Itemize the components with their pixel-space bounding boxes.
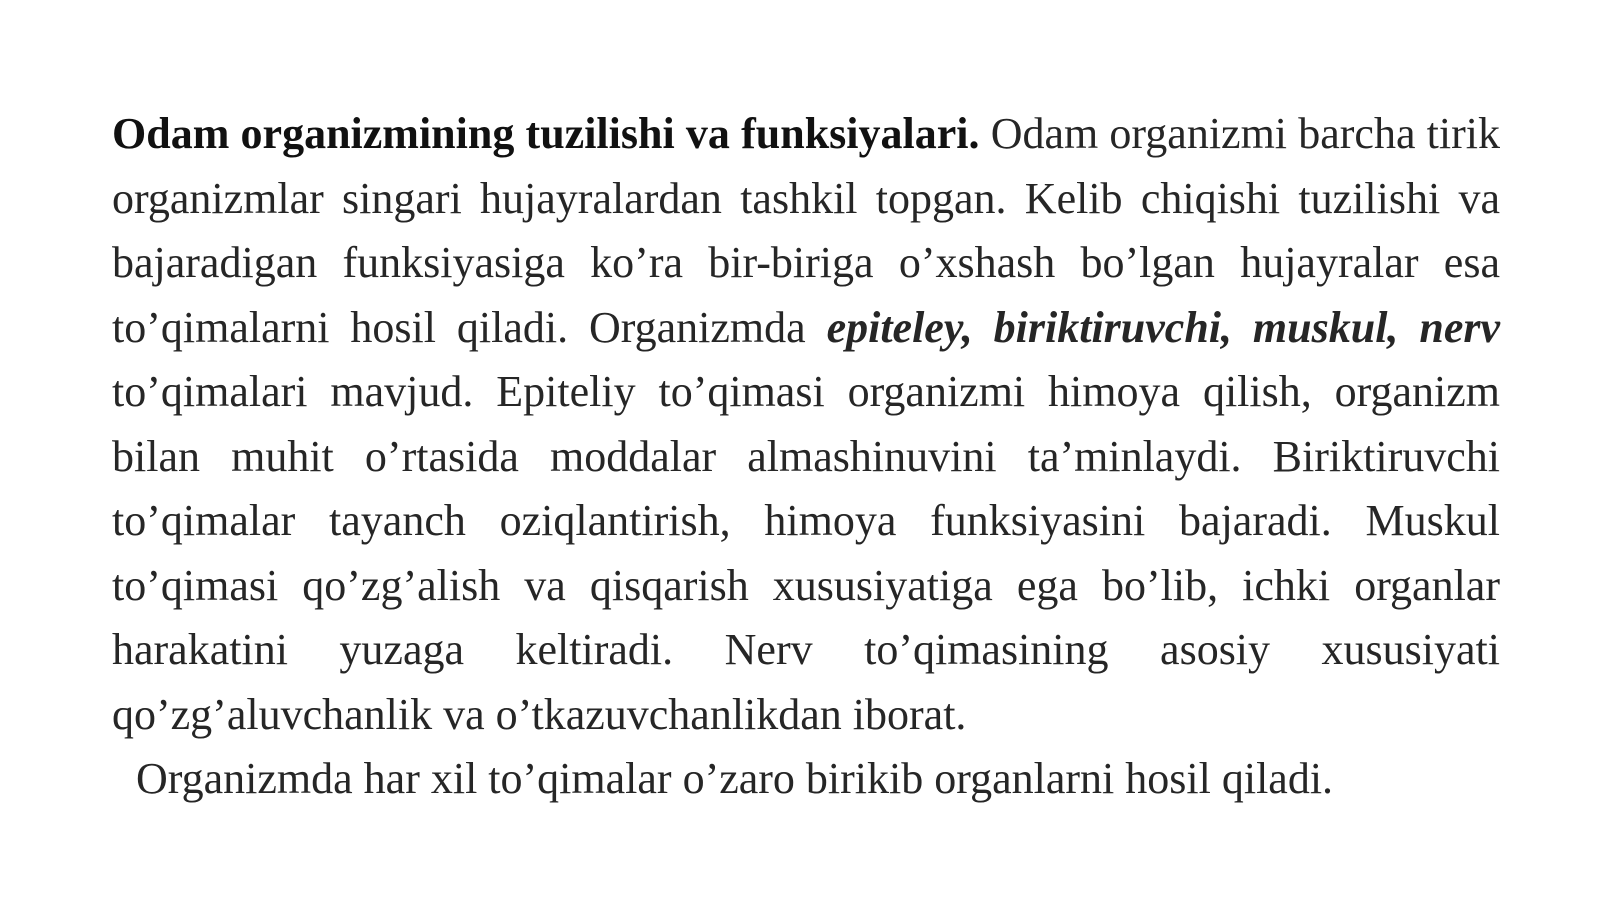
paragraph2-text: Organizmda har xil to’qimalar o’zaro birikib organlarni hosil qiladi. [136, 754, 1334, 803]
text-block [112, 102, 1500, 812]
paragraph-text-a: Odam organizmi barcha tirik organizmlar singari hujayralardan tashkil topgan. Kelib chiqishi tuzilishi va bajaradigan funksiyasiga ko’ra bir-biriga o’xshash bo’lgan hujayralar esa to’qimalarni hosil qiladi. Organizmda [112, 109, 1500, 352]
tissue-terms: epiteley, biriktiruvchi, muskul, nerv [826, 302, 1500, 352]
paragraph-text-b: to’qimalari mavjud. Epiteliy to’qimasi organizmi himoya qilish, organizm bilan muhit o’rtasida moddalar almashinuvini ta’minlaydi. Biriktiruvchi to’qimalar tayanch oziqlantirish, himoya funksiyasini bajaradi. Muskul to’qimasi qo’zg’alish va qisqarish xususiyatiga ega bo’lib, ichki organlar harakatini yuzaga keltiradi. Nerv to’qimasining asosiy xususiyati qo’zg’aluvchanlik va o’tkazuvchanlikdan iborat. [112, 367, 1500, 739]
paragraph-secondary [112, 747, 1500, 812]
paragraph-main [112, 102, 1500, 747]
section-heading: Odam organizmining tuzilishi va funksiyalari. [112, 109, 980, 158]
